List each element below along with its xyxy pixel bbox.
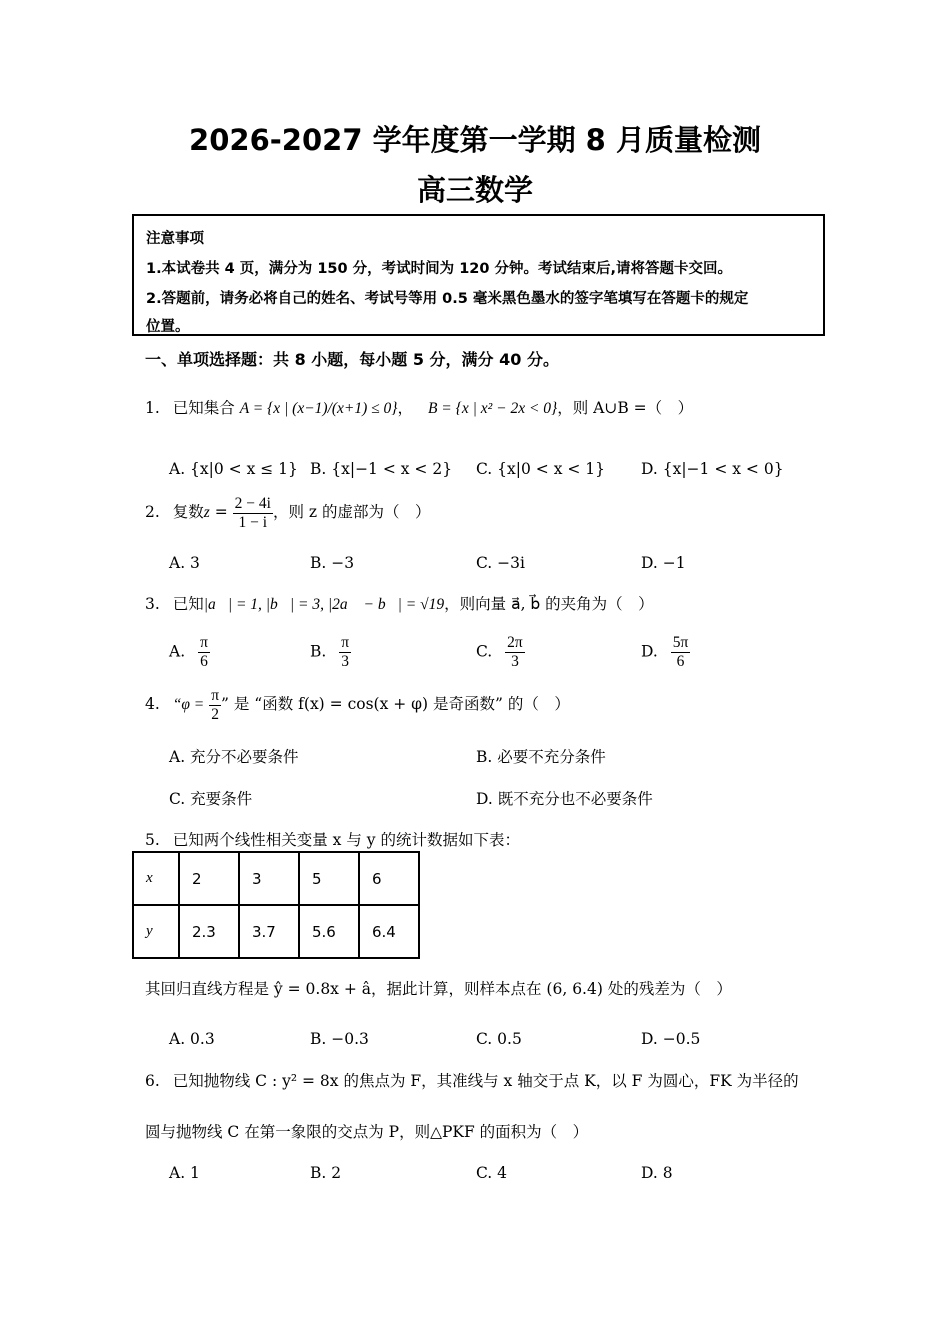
q6-option-a[interactable]: A. 1 xyxy=(169,1164,200,1182)
question-text: 已知 xyxy=(172,595,204,613)
question-text: 已知两个线性相关变量 x 与 y 的统计数据如下表： xyxy=(172,831,520,849)
q5-option-a[interactable]: A. 0.3 xyxy=(169,1030,215,1048)
q3-option-c[interactable] xyxy=(476,634,525,671)
question-number: 3. xyxy=(145,595,160,613)
table-cell: 2 xyxy=(179,852,239,905)
table-row xyxy=(133,905,419,958)
page-subtitle: 高三数学 xyxy=(416,173,533,207)
table-cell: x xyxy=(133,852,179,905)
question-text-end: ” 是 “函数 f(x) = cos(x + φ) 是奇函数” 的（ ） xyxy=(221,695,570,713)
data-table xyxy=(132,851,420,959)
option-label: B. xyxy=(310,642,327,661)
question-text-end: ，则向量 a⃗, b⃗ 的夹角为（ ） xyxy=(444,595,654,613)
table-row xyxy=(133,852,419,905)
table-cell: 6.4 xyxy=(359,905,419,958)
q3-option-d[interactable] xyxy=(641,634,690,671)
table-cell: y xyxy=(133,905,179,958)
q4-option-d[interactable]: D. 既不充分也不必要条件 xyxy=(476,790,653,808)
question-text: 已知集合 xyxy=(172,399,235,417)
table-cell: 6 xyxy=(359,852,419,905)
fraction-numerator: 2 − 4i xyxy=(234,494,271,512)
question-1: 1. 已知集合 A = {x | (x−1)/(x+1) ≤ 0}， B = {x | x² − 2x < 0}，则 A∪B =（ ） xyxy=(145,399,694,417)
fraction-denominator: 2 xyxy=(211,705,219,723)
question-number: 5. xyxy=(145,831,160,849)
fraction-numerator: π xyxy=(200,634,208,651)
option-fraction xyxy=(198,634,210,671)
question-text: 已知抛物线 C : y² = 8x 的焦点为 F，其准线与 x 轴交于点 K，以 F 为圆心，FK 为半径的 xyxy=(172,1072,799,1090)
q1-option-a[interactable]: A. {x|0 < x ≤ 1} xyxy=(169,460,298,478)
fraction-numerator: 2π xyxy=(507,634,523,651)
question-text: 复数 xyxy=(172,503,204,521)
fraction-denominator: 3 xyxy=(341,653,350,670)
question-6 xyxy=(145,1069,799,1091)
notice-heading: 注意事项 xyxy=(146,231,204,247)
q2-option-b[interactable]: B. −3 xyxy=(310,554,355,572)
q1-option-b[interactable]: B. {x|−1 < x < 2} xyxy=(310,460,453,478)
q2-option-d[interactable]: D. −1 xyxy=(641,554,686,572)
q1-option-c[interactable]: C. {x|0 < x < 1} xyxy=(476,460,605,478)
fraction-denominator: 1 − i xyxy=(238,513,268,531)
fraction-numerator: 5π xyxy=(672,634,689,651)
q6-option-d[interactable]: D. 8 xyxy=(641,1164,673,1182)
q6-option-b[interactable]: B. 2 xyxy=(310,1164,342,1182)
fraction-denominator: 6 xyxy=(200,653,208,670)
fraction xyxy=(233,495,273,532)
table-cell: 3.7 xyxy=(239,905,299,958)
question-number: 1. xyxy=(145,399,160,417)
page-title: 2026-2027 学年度第一学期 8 月质量检测 xyxy=(189,123,761,157)
question-4 xyxy=(145,682,570,726)
notice-line-2: 2.答题前，请务必将自己的姓名、考试号等用 0.5 毫米黑色墨水的签字笔填写在答题卡的规定 xyxy=(146,291,749,307)
fraction xyxy=(209,687,221,724)
question-number: 4. xyxy=(145,695,160,713)
option-label: A. xyxy=(169,642,186,661)
fraction-denominator: 6 xyxy=(676,653,685,670)
question-text-end: ，则 z 的虚部为（ ） xyxy=(272,503,431,521)
option-fraction xyxy=(505,634,525,671)
q2-option-c[interactable]: C. −3i xyxy=(476,554,525,572)
question-2: 2. 复数z = $\frac{2 - 4i}{1 - i}$ ，则 z 的虚部为（ ） xyxy=(145,494,431,531)
question-6-continued: 圆与抛物线 C 在第一象限的交点为 P，则△PKF 的面积为（ ） xyxy=(145,1123,589,1141)
option-fraction xyxy=(671,634,691,671)
option-label: D. xyxy=(641,642,658,661)
q4-option-b[interactable]: B. 必要不充分条件 xyxy=(476,748,606,766)
notice-box xyxy=(132,214,825,336)
vector-condition: |a⃗| = 1, |b⃗| = 3, |2a⃗ − b⃗| = √19 xyxy=(203,596,445,613)
q3-option-b[interactable] xyxy=(310,634,351,671)
question-5 xyxy=(145,828,520,850)
question-5-regression: 其回归直线方程是 ŷ = 0.8x + â，据此计算，则样本点在 (6, 6.4) 处的残差为（ ） xyxy=(145,980,732,998)
table-cell: 5 xyxy=(299,852,359,905)
fraction-numerator: π xyxy=(211,686,220,704)
q4-option-c[interactable]: C. 充要条件 xyxy=(169,790,253,808)
q6-option-c[interactable]: C. 4 xyxy=(476,1164,508,1182)
question-number: 6. xyxy=(145,1072,160,1090)
question-text: “φ = xyxy=(172,696,205,713)
q5-option-d[interactable]: D. −0.5 xyxy=(641,1030,701,1048)
set-a: A = {x | (x−1)/(x+1) ≤ 0} xyxy=(239,400,398,417)
question-text-end: ，则 A∪B =（ ） xyxy=(557,399,694,417)
option-label: C. xyxy=(476,642,493,661)
question-number: 2. xyxy=(145,503,160,521)
q5-option-c[interactable]: C. 0.5 xyxy=(476,1030,522,1048)
q5-option-b[interactable]: B. −0.3 xyxy=(310,1030,369,1048)
section-heading: 一、单项选择题：共 8 小题，每小题 5 分，满分 40 分。 xyxy=(145,350,559,369)
option-fraction xyxy=(339,634,351,671)
notice-line-1: 1.本试卷共 4 页，满分为 150 分，考试时间为 120 分钟。考试结束后,请将答题卡交回。 xyxy=(146,261,733,277)
table-cell: 2.3 xyxy=(179,905,239,958)
q4-option-a[interactable]: A. 充分不必要条件 xyxy=(169,748,299,766)
fraction-denominator: 3 xyxy=(511,653,519,670)
q3-option-a[interactable] xyxy=(169,634,210,671)
question-3 xyxy=(145,592,654,614)
notice-line-3: 位置。 xyxy=(146,319,190,335)
q2-option-a[interactable]: A. 3 xyxy=(169,554,200,572)
table-cell: 3 xyxy=(239,852,299,905)
set-b: B = {x | x² − 2x < 0} xyxy=(427,400,558,417)
fraction-numerator: π xyxy=(341,634,350,651)
q1-option-d[interactable]: D. {x|−1 < x < 0} xyxy=(641,460,784,478)
table-cell: 5.6 xyxy=(299,905,359,958)
